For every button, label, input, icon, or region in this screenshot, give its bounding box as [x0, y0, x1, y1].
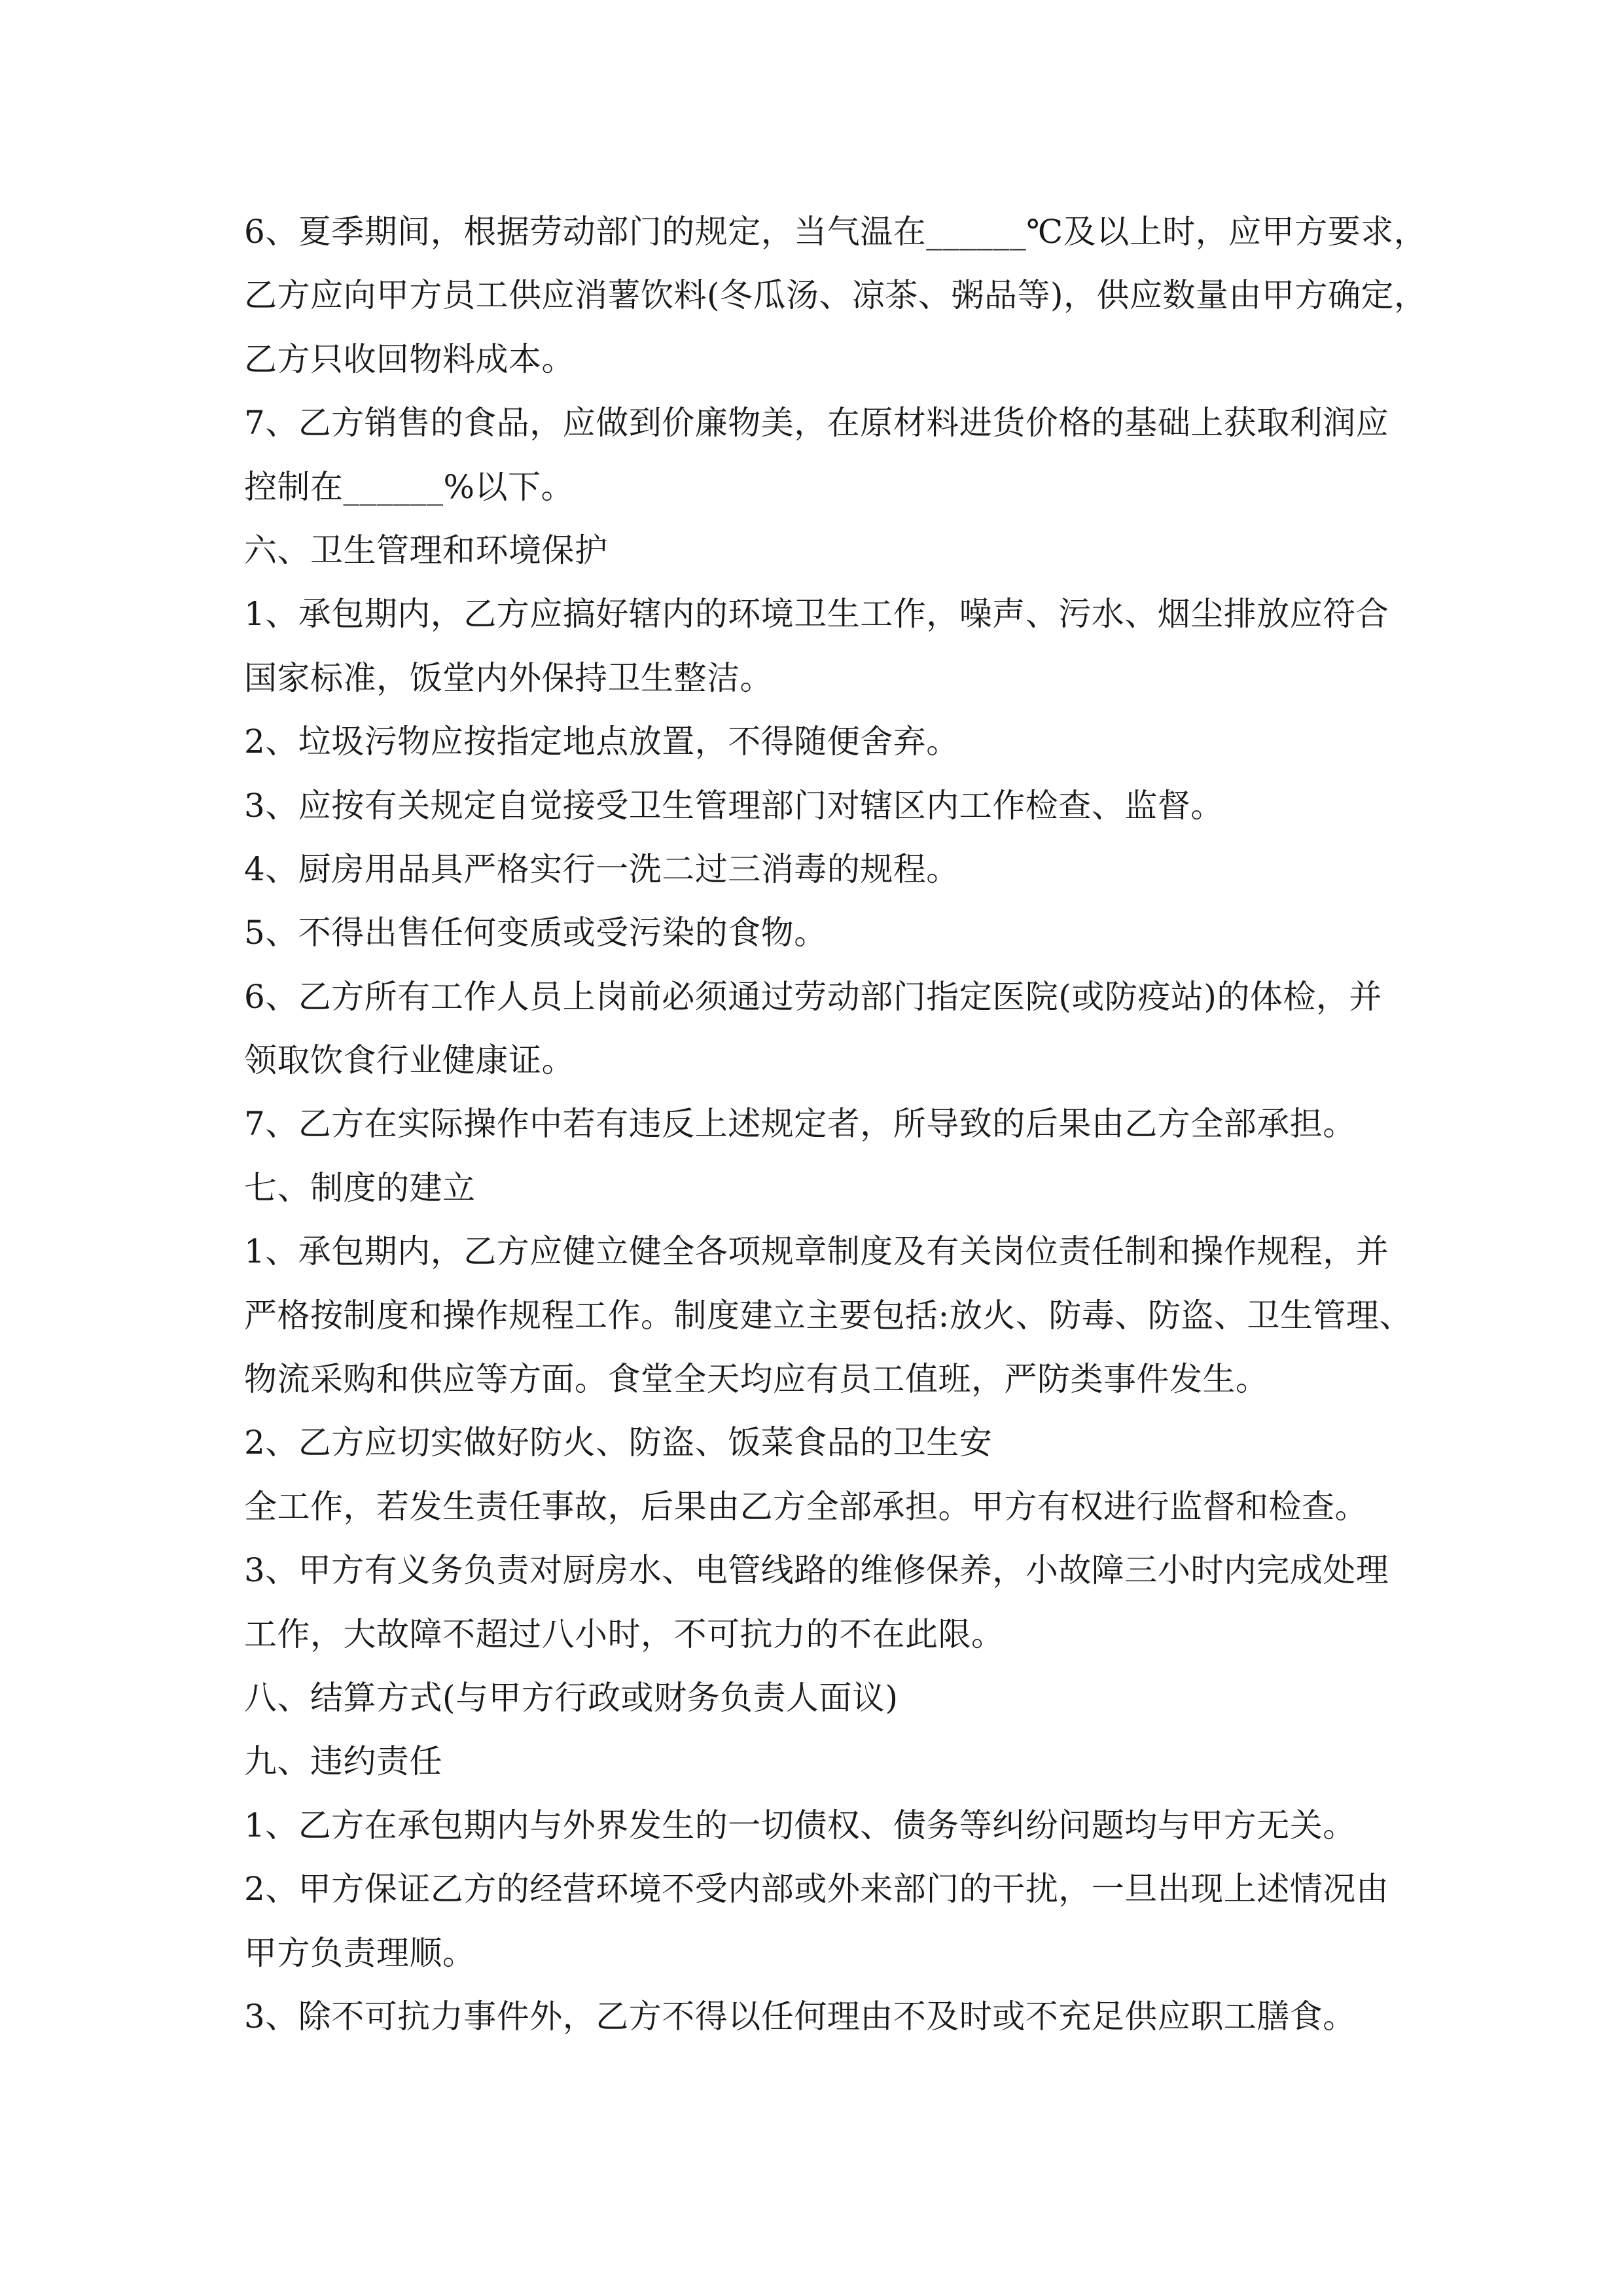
text-line: 控制在______%以下。 [244, 467, 575, 506]
text-line: 1、承包期内，乙方应健立健全各项规章制度及有关岗位责任制和操作规程，并 [244, 1232, 1389, 1271]
text-line: 工作，大故障不超过八小时，不可抗力的不在此限。 [244, 1615, 1005, 1653]
text-line: 5、不得出售任何变质或受污染的食物。 [244, 914, 827, 952]
text-line: 3、甲方有义务负责对厨房水、电管线路的维修保养，小故障三小时内完成处理 [244, 1551, 1389, 1590]
text-line: 严格按制度和操作规程工作。制度建立主要包括:放火、防毒、防盗、卫生管理、 [244, 1296, 1412, 1335]
text-line: 7、乙方在实际操作中若有违反上述规定者，所导致的后果由乙方全部承担。 [244, 1105, 1356, 1143]
section-heading: 九、违约责任 [244, 1742, 442, 1781]
text-line: 3、除不可抗力事件外，乙方不得以任何理由不及时或不充足供应职工膳食。 [244, 1997, 1356, 2036]
section-heading: 八、结算方式(与甲方行政或财务负责人面议) [244, 1678, 899, 1717]
text-line: 领取饮食行业健康证。 [244, 1041, 575, 1080]
text-line: 4、厨房用品具严格实行一洗二过三消毒的规程。 [244, 850, 959, 888]
document-body [244, 200, 1427, 2049]
text-line: 物流采购和供应等方面。食堂全天均应有员工值班，严防类事件发生。 [244, 1360, 1269, 1399]
text-line: 1、承包期内，乙方应搞好辖内的环境卫生工作，噪声、污水、烟尘排放应符合 [244, 595, 1389, 634]
text-line: 国家标准，饭堂内外保持卫生整洁。 [244, 658, 773, 697]
text-line: 乙方只收回物料成本。 [244, 340, 575, 378]
text-line: 7、乙方销售的食品，应做到价廉物美，在原材料进货价格的基础上获取利润应 [244, 404, 1389, 442]
text-line: 2、甲方保证乙方的经营环境不受内部或外来部门的干扰，一旦出现上述情况由 [244, 1870, 1389, 1909]
section-heading: 七、制度的建立 [244, 1168, 476, 1207]
text-line: 6、夏季期间，根据劳动部门的规定，当气温在______℃及以上时，应甲方要求， [244, 213, 1427, 251]
section-heading: 六、卫生管理和环境保护 [244, 531, 608, 569]
text-line: 1、乙方在承包期内与外界发生的一切债权、债务等纠纷问题均与甲方无关。 [244, 1806, 1356, 1844]
text-line: 6、乙方所有工作人员上岗前必须通过劳动部门指定医院(或防疫站)的体检，并 [244, 977, 1382, 1016]
text-line: 甲方负责理顺。 [244, 1933, 476, 1972]
text-line: 2、乙方应切实做好防火、防盗、饭菜食品的卫生安 [244, 1424, 993, 1462]
text-line: 3、应按有关规定自觉接受卫生管理部门对辖区内工作检查、监督。 [244, 786, 1224, 825]
text-line: 2、垃圾污物应按指定地点放置，不得随便舍弃。 [244, 723, 959, 761]
text-line: 乙方应向甲方员工供应消薯饮料(冬瓜汤、凉茶、粥品等)，供应数量由甲方确定， [244, 276, 1427, 315]
text-line: 全工作，若发生责任事故，后果由乙方全部承担。甲方有权进行监督和检查。 [244, 1487, 1368, 1526]
